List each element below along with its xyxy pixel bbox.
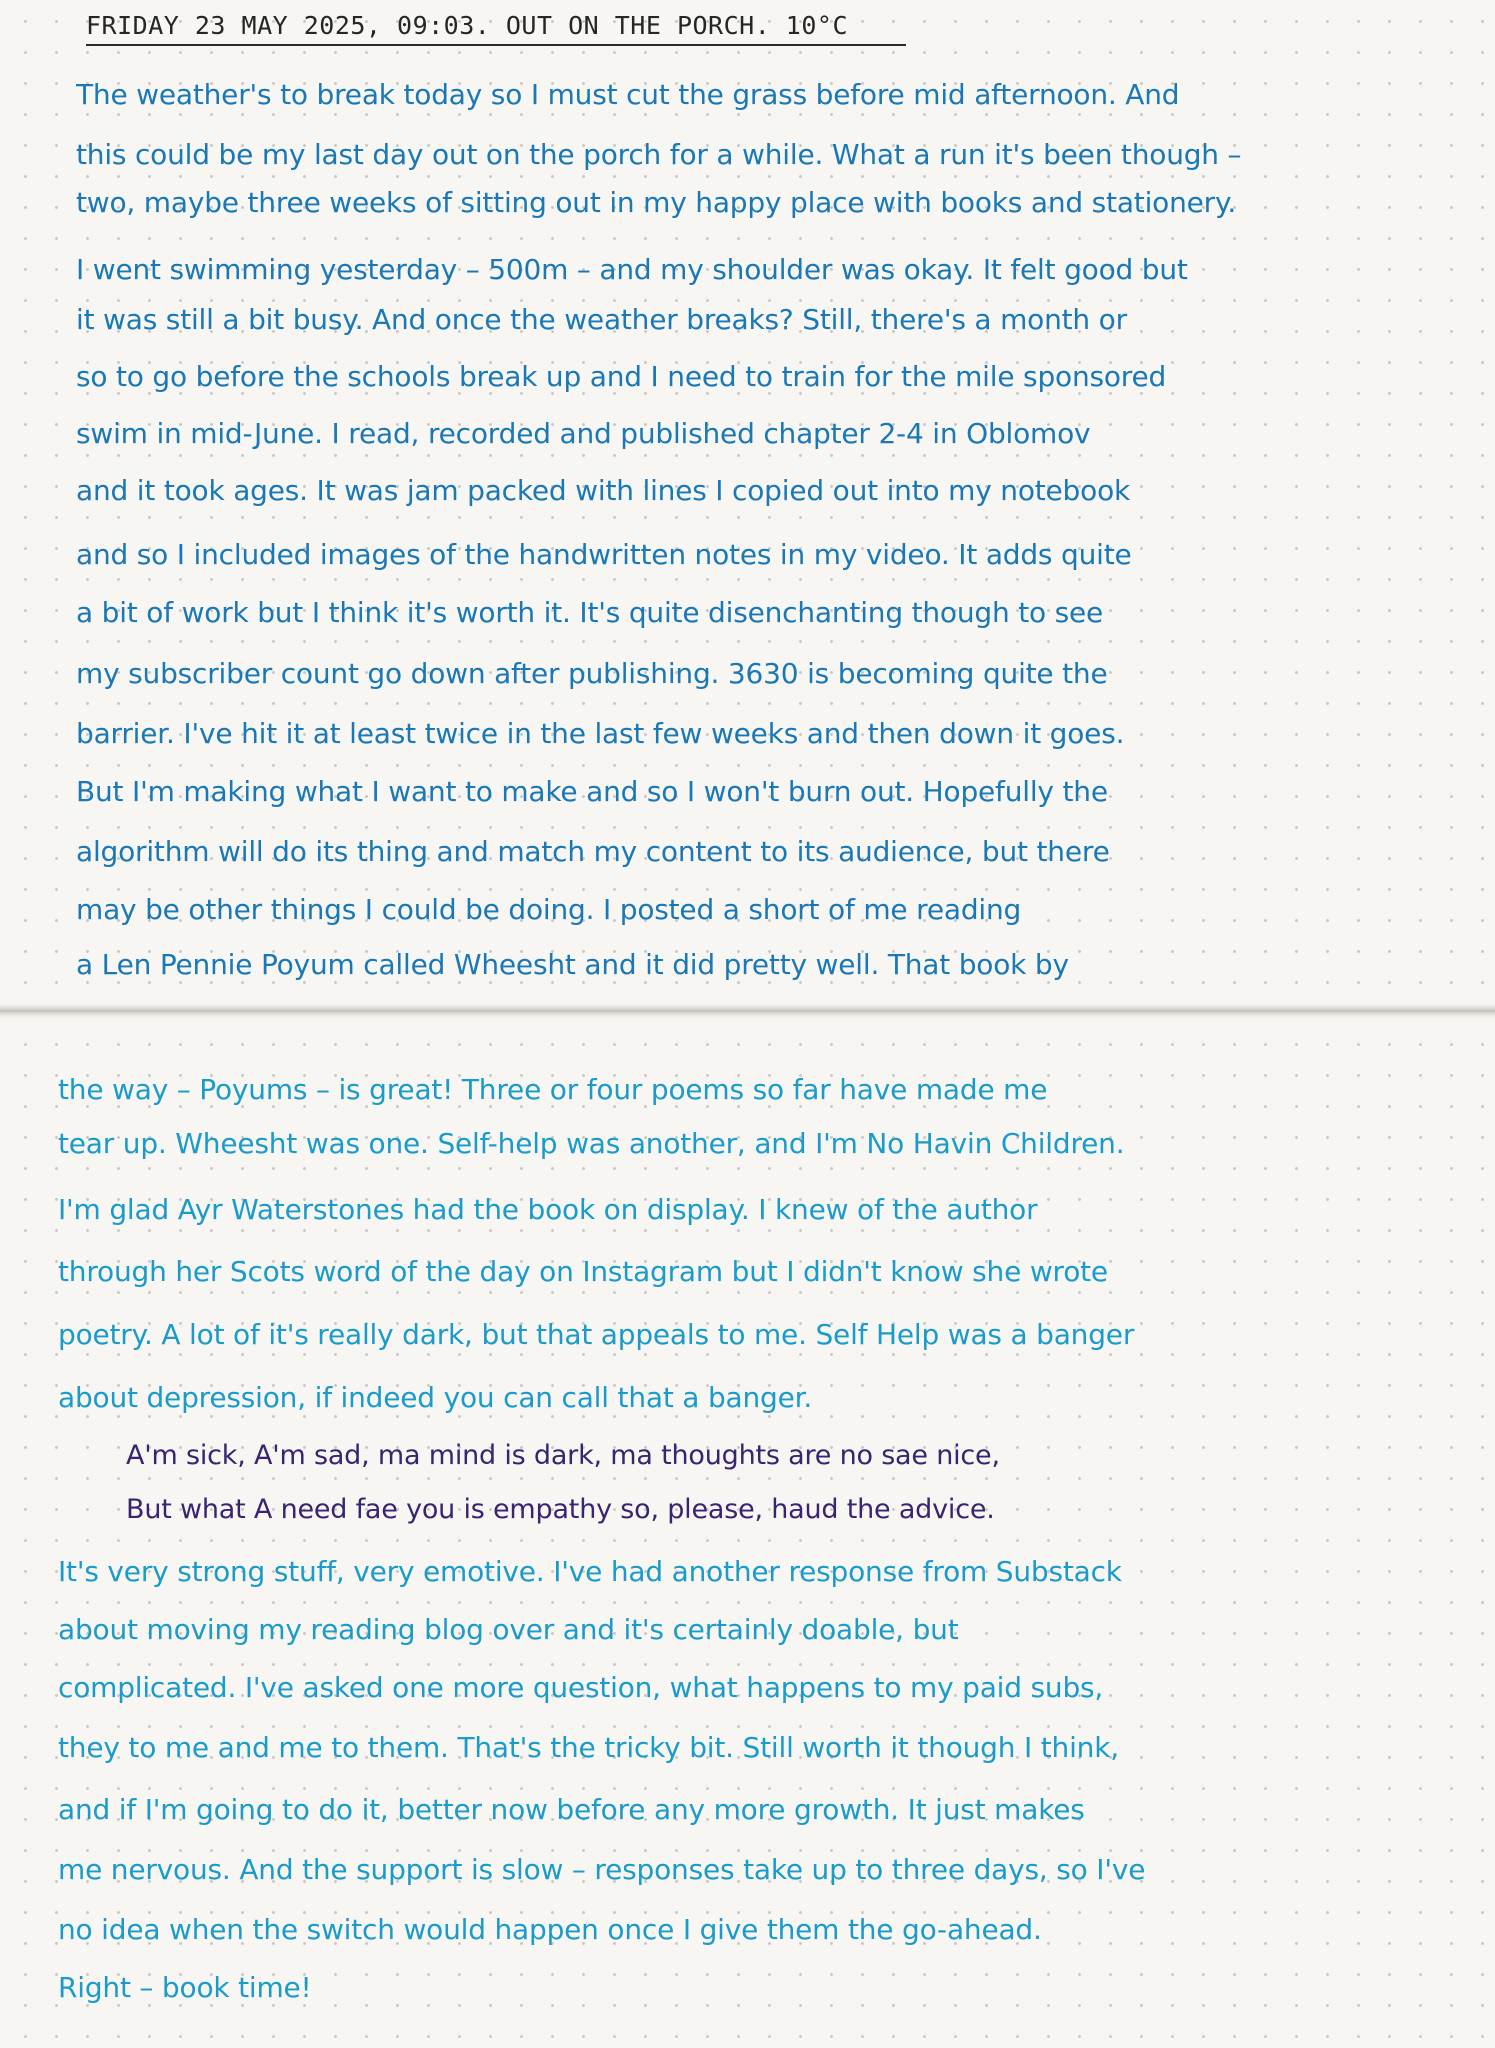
entry-header: FRIDAY 23 MAY 2025, 09:03. OUT ON THE PORCH. 10°C	[86, 8, 906, 46]
journal-line: It's very strong stuff, very emotive. I've had another response from Substack	[58, 1555, 1122, 1588]
journal-line: But I'm making what I want to make and so I won't burn out. Hopefully the	[76, 775, 1108, 808]
journal-line: barrier. I've hit it at least twice in the last few weeks and then down it goes.	[76, 717, 1125, 750]
journal-line: and it took ages. It was jam packed with lines I copied out into my notebook	[76, 474, 1131, 507]
journal-line: I'm glad Ayr Waterstones had the book on display. I knew of the author	[58, 1193, 1038, 1226]
journal-line: two, maybe three weeks of sitting out in my happy place with books and stationery.	[76, 186, 1237, 219]
journal-line: about moving my reading blog over and it's certainly doable, but	[58, 1613, 959, 1646]
journal-line: they to me and me to them. That's the tricky bit. Still worth it though I think,	[58, 1731, 1119, 1764]
poem-quote-line: But what A need fae you is empathy so, please, haud the advice.	[126, 1494, 995, 1525]
journal-line: me nervous. And the support is slow – responses take up to three days, so I've	[58, 1853, 1146, 1886]
journal-line: The weather's to break today so I must cut the grass before mid afternoon. And	[76, 78, 1180, 111]
poem-quote-line: A'm sick, A'm sad, ma mind is dark, ma thoughts are no sae nice,	[126, 1440, 1000, 1471]
journal-line: so to go before the schools break up and I need to train for the mile sponsored	[76, 360, 1167, 393]
journal-line: poetry. A lot of it's really dark, but that appeals to me. Self Help was a banger	[58, 1318, 1135, 1351]
journal-line: this could be my last day out on the porch for a while. What a run it's been though –	[76, 138, 1242, 171]
journal-line: through her Scots word of the day on Instagram but I didn't know she wrote	[58, 1255, 1108, 1288]
journal-line: my subscriber count go down after publishing. 3630 is becoming quite the	[76, 657, 1108, 690]
journal-line: a Len Pennie Poyum called Wheesht and it did pretty well. That book by	[76, 948, 1069, 981]
journal-line: may be other things I could be doing. I posted a short of me reading	[76, 893, 1022, 926]
journal-line: swim in mid-June. I read, recorded and published chapter 2-4 in Oblomov	[76, 417, 1091, 450]
journal-line: a bit of work but I think it's worth it. It's quite disenchanting though to see	[76, 596, 1104, 629]
journal-line: it was still a bit busy. And once the weather breaks? Still, there's a month or	[76, 303, 1127, 336]
journal-line: and if I'm going to do it, better now before any more growth. It just makes	[58, 1793, 1085, 1826]
journal-line: I went swimming yesterday – 500m – and my shoulder was okay. It felt good but	[76, 253, 1188, 286]
journal-line: about depression, if indeed you can call that a banger.	[58, 1381, 813, 1414]
journal-line: algorithm will do its thing and match my content to its audience, but there	[76, 835, 1110, 868]
journal-line: the way – Poyums – is great! Three or four poems so far have made me	[58, 1073, 1048, 1106]
journal-line: complicated. I've asked one more question, what happens to my paid subs,	[58, 1671, 1104, 1704]
journal-line: Right – book time!	[58, 1971, 312, 2004]
journal-line: no idea when the switch would happen once I give them the go-ahead.	[58, 1913, 1042, 1946]
bottom-page	[0, 1012, 1495, 2048]
journal-line: and so I included images of the handwritten notes in my video. It adds quite	[76, 538, 1132, 571]
top-page	[0, 0, 1495, 1008]
journal-line: tear up. Wheesht was one. Self-help was another, and I'm No Havin Children.	[58, 1127, 1125, 1160]
